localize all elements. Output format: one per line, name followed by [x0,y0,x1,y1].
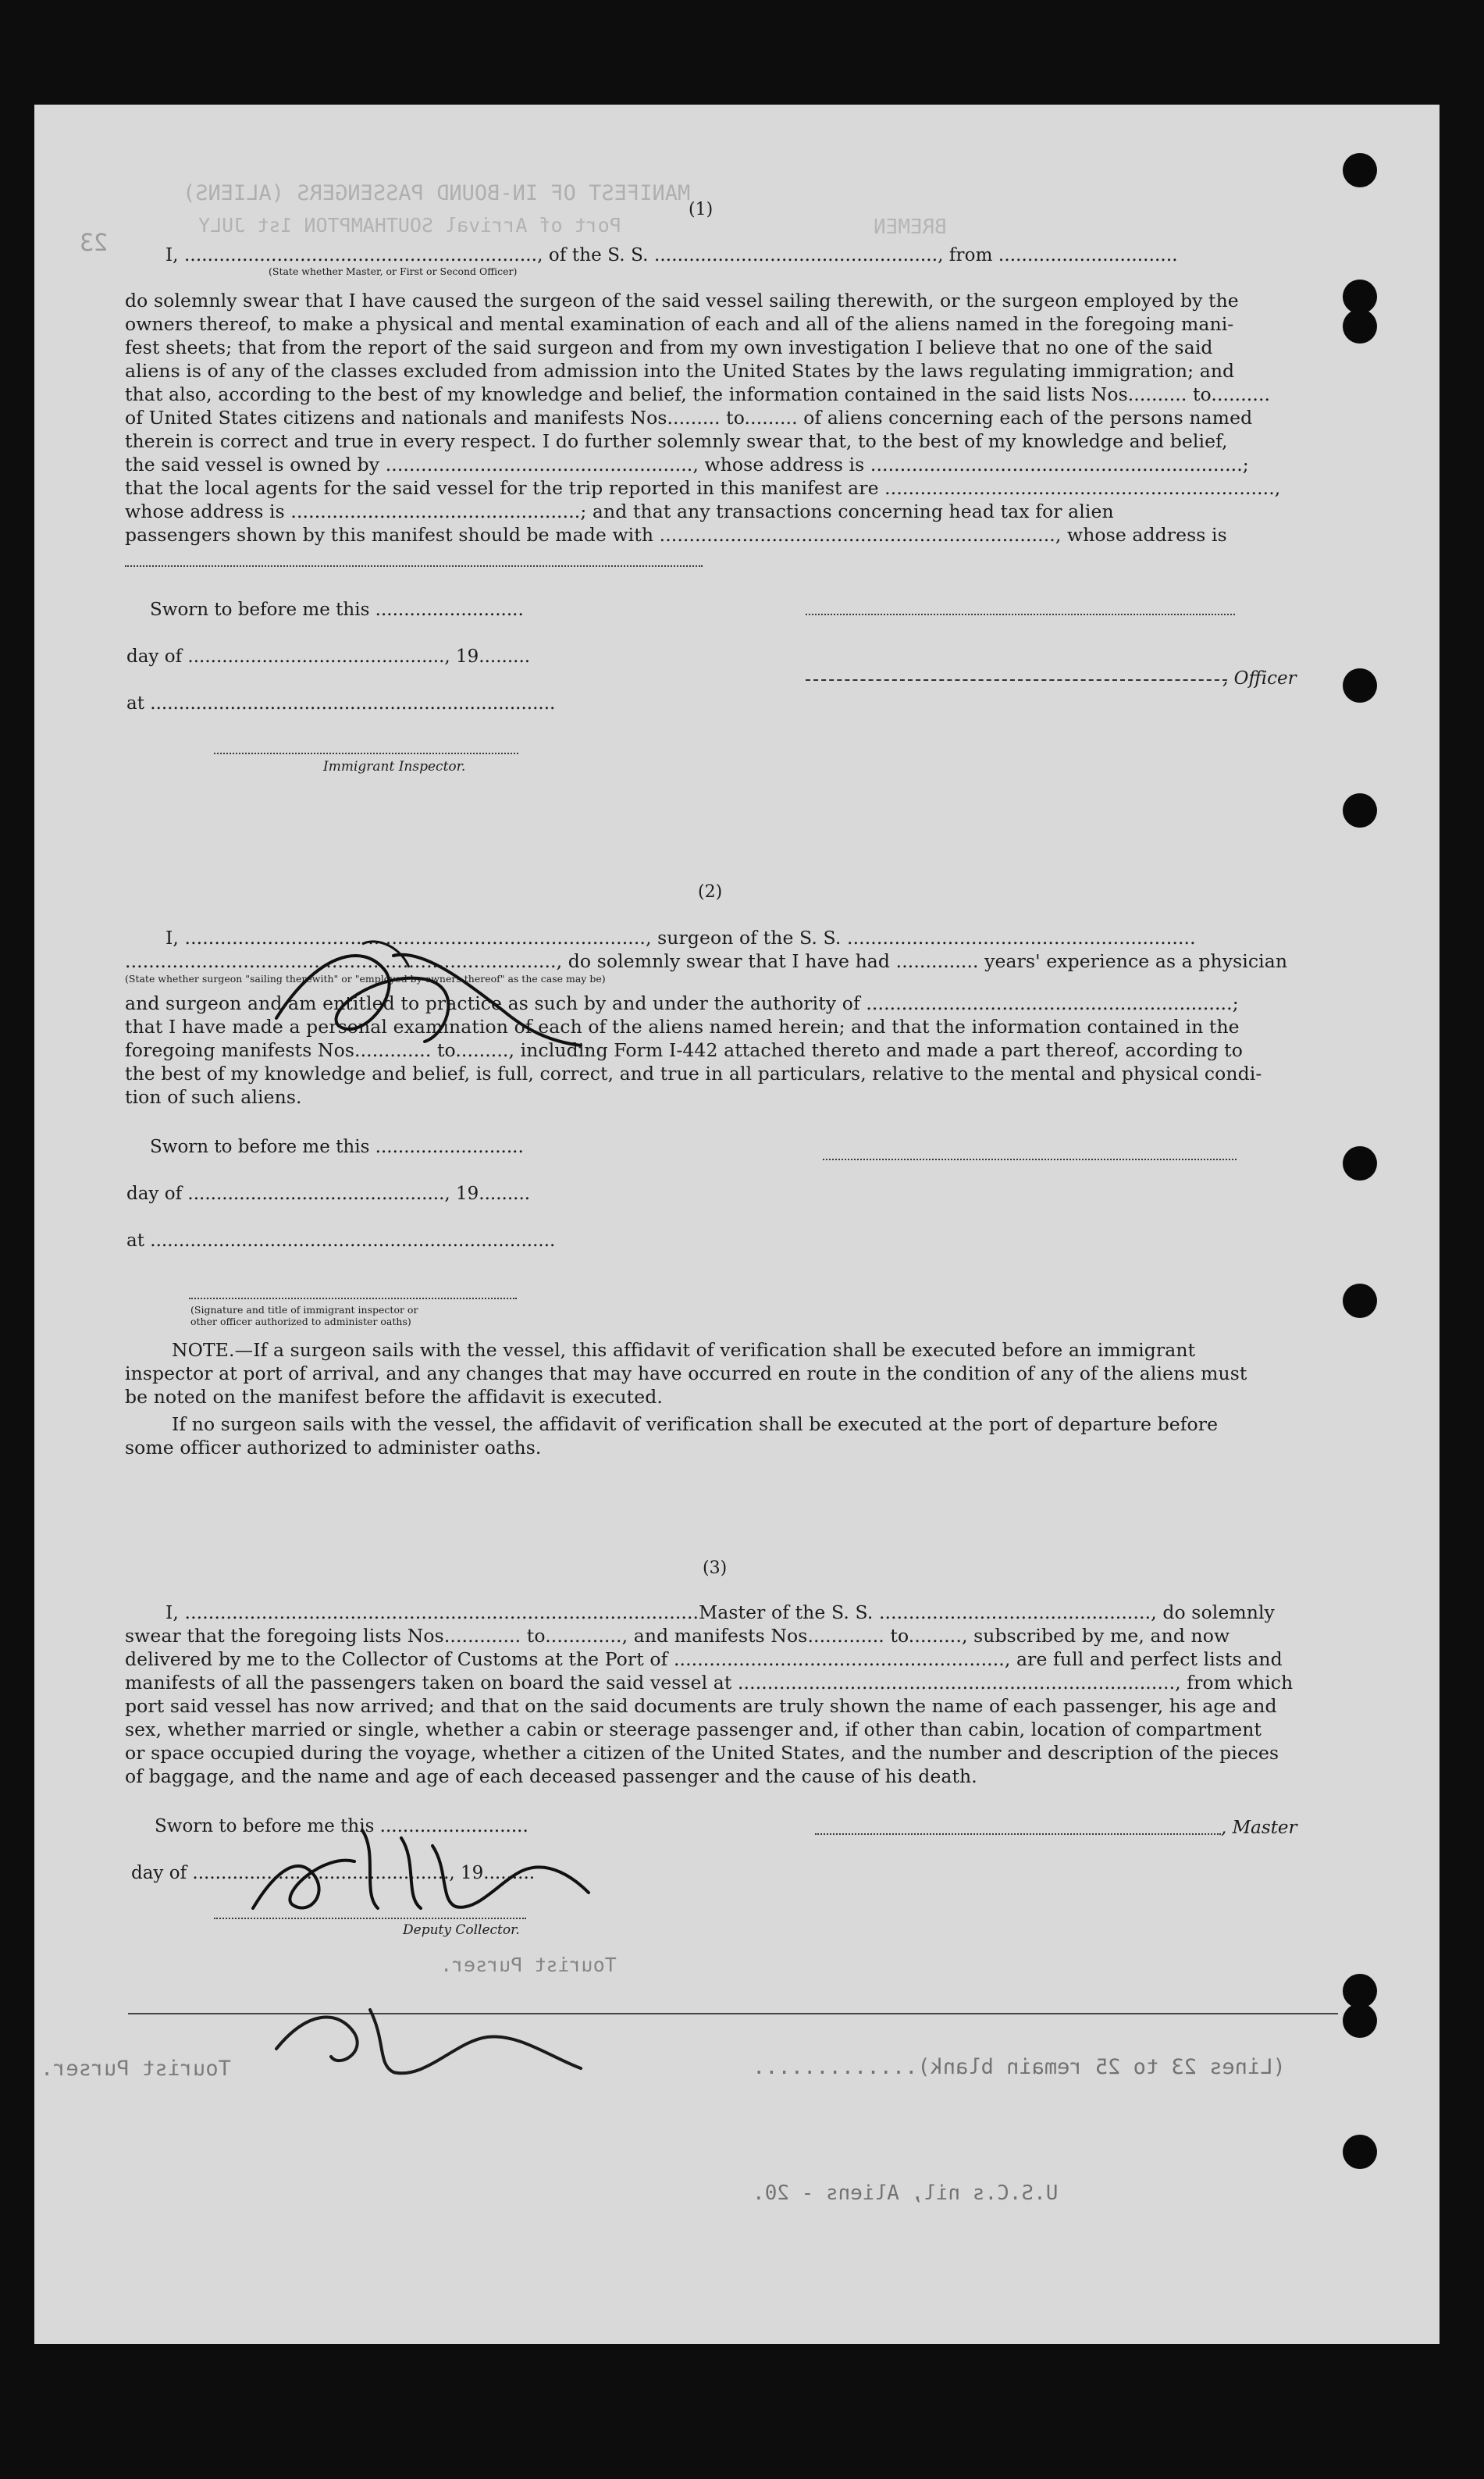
bleed-footer: U.S.C.s nil, Aliens - 20. [753,2182,1059,2205]
section-1-officer-note: (State whether Master, or First or Second Officer) [269,265,518,277]
manifest-sheet [34,105,1440,2344]
paragraph-line: therein is correct and true in every respect. I do further solemnly swear that, to the best of my knowledge and belief, [125,430,1228,452]
note-line: inspector at port of arrival, and any changes that may have occurred en route in the condition of any of the aliens must [125,1362,1247,1384]
surgeon-signature-line [823,1159,1237,1160]
deputy-collector-label: Deputy Collector. [403,1922,520,1938]
section-2-sworn: Sworn to before me this .......................... [150,1137,524,1157]
paragraph-line: passengers shown by this manifest should be made with ..................................................................., whose address is [125,524,1227,546]
signature-note-2: other officer authorized to administer oaths) [190,1316,411,1327]
immigrant-inspector-label: Immigrant Inspector. [323,759,466,775]
section-1-number: (1) [689,200,714,219]
punch-hole [1343,793,1377,828]
note-line: some officer authorized to administer oaths. [125,1437,542,1459]
section-1-sworn: Sworn to before me this .......................... [150,600,524,620]
paragraph-line: or space occupied during the voyage, whether a citizen of the United States, and the number and description of the pieces [125,1742,1279,1764]
master-label: , Master [1221,1818,1297,1838]
paragraph-line: of United States citizens and nationals and manifests Nos......... to......... of aliens concerning each of the persons named [125,407,1253,429]
paragraph-line: sex, whether married or single, whether a cabin or steerage passenger and, if other than cabin, location of compartment [125,1719,1262,1740]
rule [125,565,703,567]
paragraph-line: that I have made a personal examination of each of the aliens named herein; and that the information contained in the [125,1016,1240,1038]
note-line: be noted on the manifest before the affidavit is executed. [125,1386,663,1408]
section-3-day-of: day of ............................................., 19......... [131,1863,536,1883]
section-2-at: at ....................................................................... [126,1231,556,1251]
section-1-oath-line: I, ............................................................., of the S. S. ................................................., from ............................... [165,245,1178,265]
paragraph-line: manifests of all the passengers taken on board the said vessel at .........................................................................., from which [125,1672,1294,1694]
paragraph-line: that the local agents for the said vessel for the trip reported in this manifest are .................................................................., [125,477,1281,499]
section-2-surgeon-note: (State whether surgeon "sailing therewith" or "employed by owners thereof" as the case may be) [125,973,606,985]
punch-hole-double [1343,280,1377,344]
signature-note-1: (Signature and title of immigrant inspector or [190,1304,418,1316]
paragraph-line: the best of my knowledge and belief, is full, correct, and true in all particulars, relative to the mental and physical condi- [125,1063,1262,1085]
inspector-signature-line [214,753,518,754]
bleed-right-top: BREMEN [874,215,947,239]
officer-signature-line [806,614,1235,615]
bleed-page-no: 23 [80,230,109,257]
section-1-at: at ....................................................................... [126,693,556,714]
punch-hole [1343,1146,1377,1181]
paragraph-line: whose address is .................................................; and that any transactions concerning head tax for alien [125,500,1114,522]
paragraph-line: the said vessel is owned by ...................................................., whose address is ...............................................................; [125,454,1249,475]
section-2-oath-line-2: ........................................................................., do solemnly swear that I have had .............. years' experience as a physician [125,950,1288,972]
section-2-number: (2) [698,882,723,902]
paragraph-line: tion of such aliens. [125,1086,302,1108]
bleed-tourist-purser-2: Tourist Purser. [41,2057,231,2081]
punch-hole-double [1343,1974,1377,2038]
bleed-header-1: MANIFEST OF IN-BOUND PASSENGERS (ALIENS) [183,181,691,205]
punch-hole [1343,668,1377,703]
paragraph-line: I, .......................................................................................Master of the S. S. .............................................., do solemnly [165,1601,1275,1623]
handwritten-signature-purser [269,1994,596,2088]
officer-signature-line-2 [806,679,1227,681]
handwritten-signature-collector [245,1822,604,1932]
paragraph-line: do solemnly swear that I have caused the surgeon of the said vessel sailing therewith, or the surgeon employed by the [125,290,1239,312]
punch-hole [1343,153,1377,187]
paragraph-line: of baggage, and the name and age of each deceased passenger and the cause of his death. [125,1765,977,1787]
paragraph-line: aliens is of any of the classes excluded from admission into the United States by the laws regulating immigration; and [125,360,1235,382]
section-3-number: (3) [703,1558,728,1578]
bleed-lines-blank: (Lines 23 to 25 remain blank)............. [753,2055,1286,2079]
surgeon-witness-line [189,1298,517,1299]
section-2-day-of: day of ............................................., 19......... [126,1184,531,1204]
section-2-oath-line: I, .............................................................................., surgeon of the S. S. ........................................................... [165,927,1196,949]
punch-hole [1343,2135,1377,2169]
paragraph-line: fest sheets; that from the report of the said surgeon and from my own investigation I believe that no one of the said [125,337,1213,358]
punch-hole [1343,1284,1377,1318]
note-line: If no surgeon sails with the vessel, the affidavit of verification shall be executed at the port of departure before [172,1413,1219,1435]
paragraph-line: and surgeon and am entitled to practice as such by and under the authority of ..............................................................; [125,992,1239,1014]
paragraph-line: foregoing manifests Nos............. to........., including Form I-442 attached thereto and made a part thereof, according to [125,1039,1243,1061]
paragraph-line: swear that the foregoing lists Nos............. to............., and manifests Nos............. to........., subscribed by me, and now [125,1625,1230,1647]
bleed-tourist-purser: Tourist Purser. [440,1954,617,1976]
paragraph-line: port said vessel has now arrived; and that on the said documents are truly shown the name of each passenger, his age and [125,1695,1277,1717]
bleed-header-2: Port of Arrival SOUTHAMPTON 1st JULY [198,214,621,237]
section-1-day-of: day of ............................................., 19......... [126,646,531,667]
paragraph-line: that also, according to the best of my knowledge and belief, the information contained in the said lists Nos.......... to.......... [125,383,1271,405]
handwritten-signature-surgeon [269,924,596,1081]
section-3-sworn: Sworn to before me this .......................... [155,1816,528,1836]
master-signature-line [815,1833,1221,1835]
paragraph-line: delivered by me to the Collector of Customs at the Port of ........................................................, are full and perfect lists and [125,1648,1283,1670]
paragraph-line: owners thereof, to make a physical and mental examination of each and all of the aliens named in the foregoing mani- [125,313,1234,335]
note-line: NOTE.—If a surgeon sails with the vessel, this affidavit of verification shall be executed before an immigrant [172,1339,1196,1361]
officer-label: , Officer [1222,668,1297,689]
